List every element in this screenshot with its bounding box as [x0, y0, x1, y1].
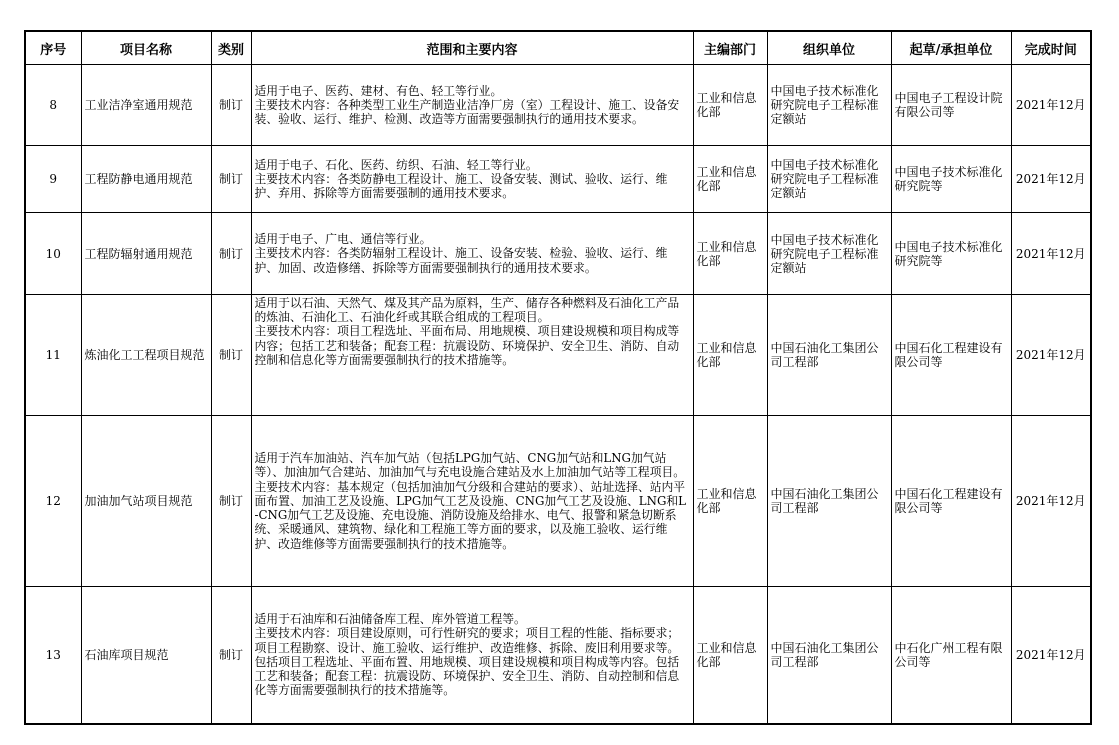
cell-date: 2021年12月: [1011, 213, 1091, 295]
cell-org: 中国石油化工集团公司工程部: [767, 587, 891, 724]
table-row: [25, 65, 1091, 146]
cell-drafter: 中石化广州工程有限公司等: [891, 587, 1011, 724]
cell-dept: 工业和信息化部: [693, 146, 767, 213]
cell-no: 11: [25, 295, 81, 416]
cell-type: 制订: [211, 146, 251, 213]
cell-date: 2021年12月: [1011, 295, 1091, 416]
content-text: 适用于以石油、天然气、煤及其产品为原料，生产、储存各种燃料及石油化工产品的炼油、石油化工、石油化纤或其联合组成的工程项目。 主要技术内容：项目工程选址、平面布局、用地规模、项目建设规模和项目构成等内容；包括工艺和装备；配套工程：抗震设防、环境保护、安全卫生、消防、自动控制和信息化等方面需要强制执行的技术措施等。: [254, 296, 680, 367]
cell-content: [251, 587, 693, 724]
table-row: [25, 587, 1091, 724]
cell-dept: 工业和信息化部: [693, 295, 767, 416]
cell-content: [251, 416, 693, 587]
cell-drafter: 中国电子工程设计院有限公司等: [891, 65, 1011, 146]
table-body: [25, 65, 1091, 724]
cell-no: 12: [25, 416, 81, 587]
table-row: [25, 295, 1091, 416]
table-row: [25, 416, 1091, 587]
cell-date: 2021年12月: [1011, 416, 1091, 587]
cell-type: 制订: [211, 416, 251, 587]
cell-org: 中国石油化工集团公司工程部: [767, 416, 891, 587]
cell-org: 中国电子技术标准化研究院电子工程标准定额站: [767, 146, 891, 213]
content-text: 适用于汽车加油站、汽车加气站（包括LPG加气站、CNG加气站和LNG加气站等）、加油加气合建站、加油加气与充电设施合建站及水上加油加气站等工程项目。 主要技术内容：基本规定（包括加油加气分级和合建站的要求）、站址选择、站内平面布置、加油工艺及设施、LPG加气工艺及设施、CNG加气工艺及设施、LNG和L-CNG加气工艺及设施、充电设施、消防设施及给排水、电气、报警和紧急切断系统、采暖通风、建筑物、绿化和工程施工等方面的要求，以及施工验收、运行维护、改造维修等方面需要强制执行的技术措施等。: [254, 451, 686, 551]
content-text: 适用于石油库和石油储备库工程、库外管道工程等。 主要技术内容：项目建设原则，可行性研究的要求；项目工程的性能、指标要求；项目工程勘察、设计、施工验收、运行维护、改造维修、拆除、废旧利用要求等。包括项目工程选址、平面布置、用地规模、项目建设规模和项目构成等内容。包括工艺和装备；配套工程：抗震设防、环境保护、安全卫生、消防、自动控制和信息化等方面需要强制执行的技术措施等。: [254, 612, 680, 698]
header-name: 项目名称: [81, 31, 211, 65]
content-text: 适用于电子、医药、建材、有色、轻工等行业。 主要技术内容：各种类型工业生产制造业洁净厂房（室）工程设计、施工、设备安装、验收、运行、维护、检测、改造等方面需要强制执行的通用技术要求。: [254, 83, 680, 127]
cell-name: 石油库项目规范: [81, 587, 211, 724]
cell-drafter: 中国电子技术标准化研究院等: [891, 146, 1011, 213]
cell-dept: 工业和信息化部: [693, 587, 767, 724]
header-content: 范围和主要内容: [251, 31, 693, 65]
cell-dept: 工业和信息化部: [693, 213, 767, 295]
table-row: [25, 213, 1091, 295]
cell-name: 加油加气站项目规范: [81, 416, 211, 587]
cell-date: 2021年12月: [1011, 587, 1091, 724]
cell-name: 工程防静电通用规范: [81, 146, 211, 213]
cell-type: 制订: [211, 213, 251, 295]
cell-content: [251, 146, 693, 213]
standards-table-sheet: [24, 30, 1092, 725]
cell-date: 2021年12月: [1011, 146, 1091, 213]
cell-name: 工程防辐射通用规范: [81, 213, 211, 295]
cell-drafter: 中国电子技术标准化研究院等: [891, 213, 1011, 295]
cell-type: 制订: [211, 65, 251, 146]
cell-name: 工业洁净室通用规范: [81, 65, 211, 146]
cell-content: [251, 213, 693, 295]
content-text: 适用于电子、广电、通信等行业。 主要技术内容：各类防辐射工程设计、施工、设备安装、检验、验收、运行、维护、加固、改造修缮、拆除等方面需要强制执行的通用技术要求。: [254, 232, 668, 275]
cell-type: 制订: [211, 295, 251, 416]
cell-dept: 工业和信息化部: [693, 416, 767, 587]
cell-content: [251, 65, 693, 146]
cell-date: 2021年12月: [1011, 65, 1091, 146]
cell-org: 中国电子技术标准化研究院电子工程标准定额站: [767, 213, 891, 295]
cell-drafter: 中国石化工程建设有限公司等: [891, 416, 1011, 587]
cell-dept: 工业和信息化部: [693, 65, 767, 146]
header-dept: 主编部门: [693, 31, 767, 65]
table-row: [25, 146, 1091, 213]
cell-type: 制订: [211, 587, 251, 724]
cell-content: [251, 295, 693, 416]
cell-no: 8: [25, 65, 81, 146]
cell-org: 中国石油化工集团公司工程部: [767, 295, 891, 416]
header-no: 序号: [25, 31, 81, 65]
cell-org: 中国电子技术标准化研究院电子工程标准定额站: [767, 65, 891, 146]
cell-no: 9: [25, 146, 81, 213]
cell-no: 13: [25, 587, 81, 724]
header-type: 类别: [211, 31, 251, 65]
header-org: 组织单位: [767, 31, 891, 65]
content-text: 适用于电子、石化、医药、纺织、石油、轻工等行业。 主要技术内容：各类防静电工程设计、施工、设备安装、测试、验收、运行、维护、弃用、拆除等方面需要强制的通用技术要求。: [254, 157, 668, 201]
header-date: 完成时间: [1011, 31, 1091, 65]
cell-drafter: 中国石化工程建设有限公司等: [891, 295, 1011, 416]
cell-no: 10: [25, 213, 81, 295]
standards-table: [24, 30, 1092, 725]
header-drafter: 起草/承担单位: [891, 31, 1011, 65]
header-row: [25, 31, 1091, 65]
cell-name: 炼油化工工程项目规范: [81, 295, 211, 416]
